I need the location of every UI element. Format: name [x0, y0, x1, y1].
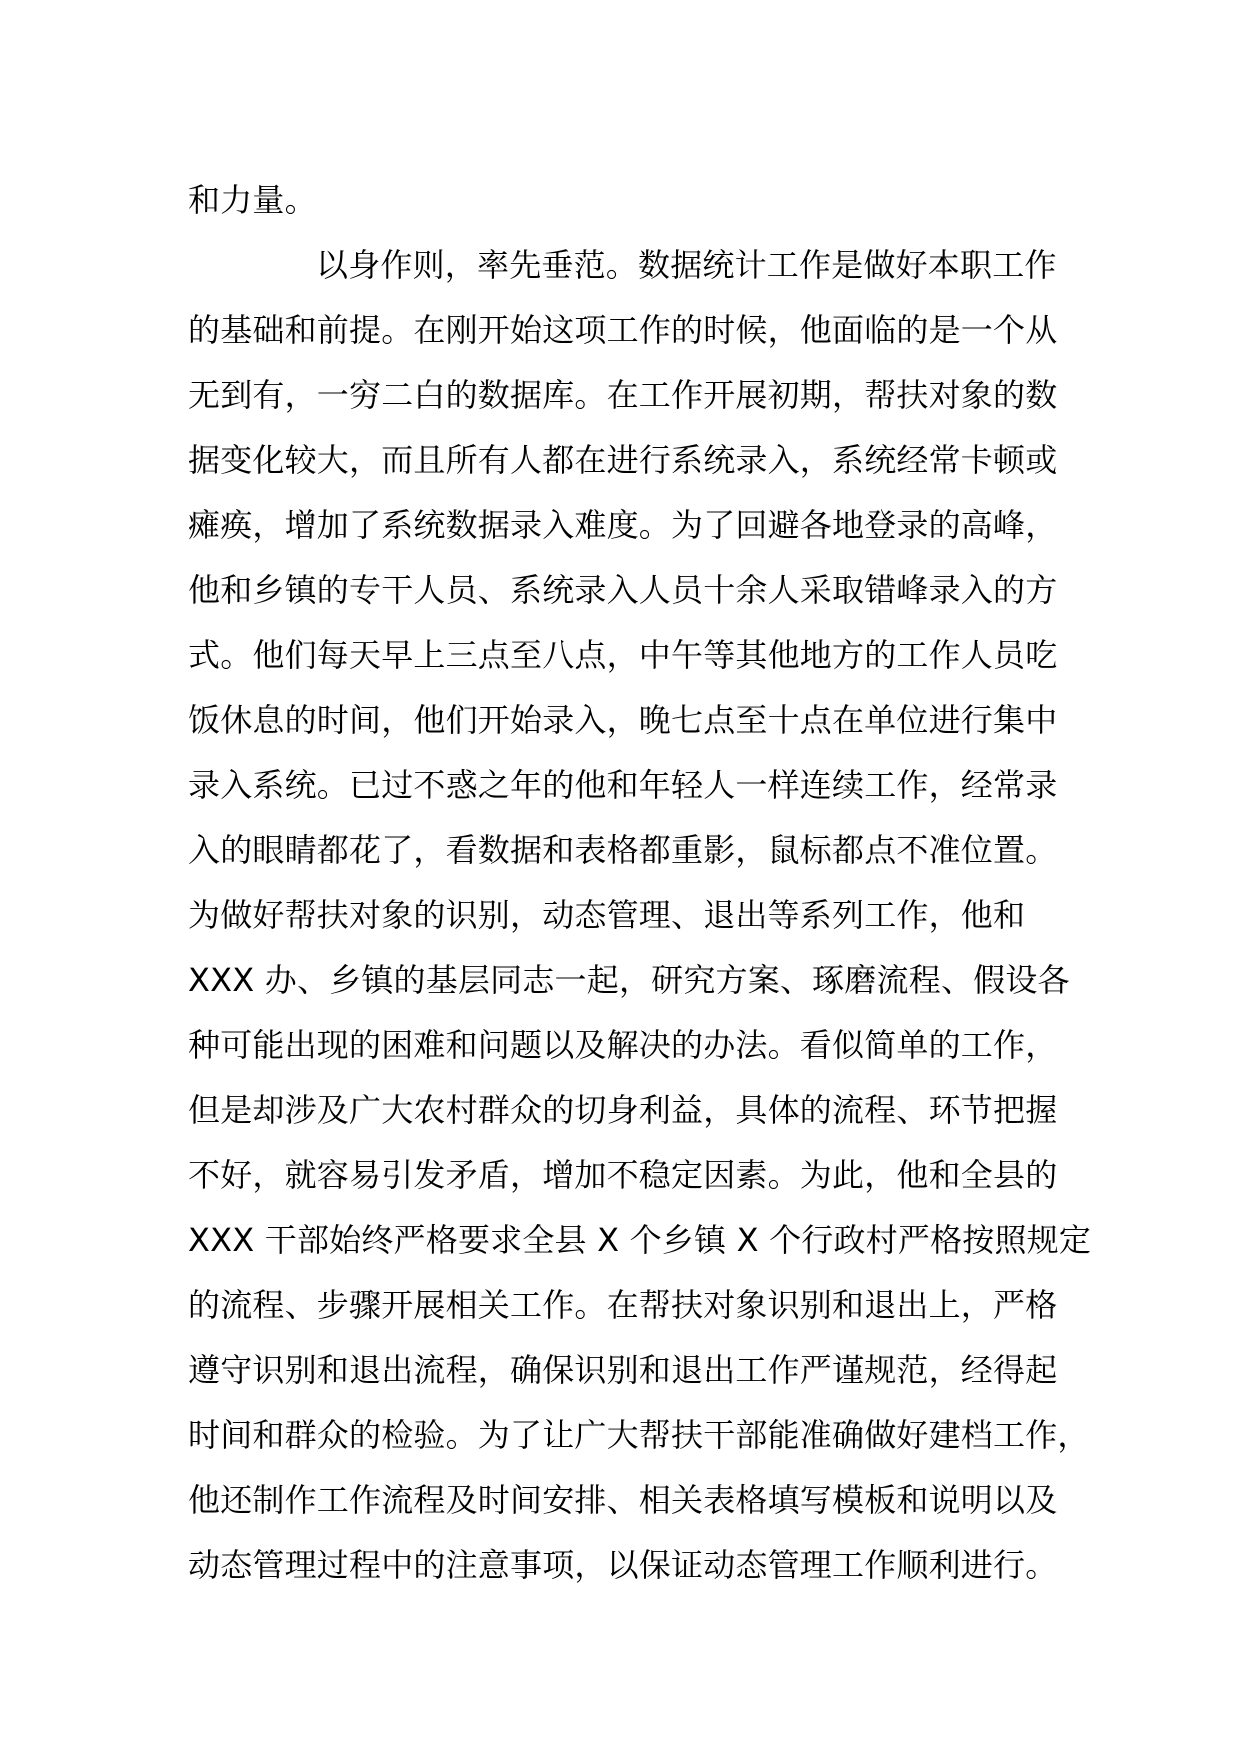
text-line: 饭休息的时间，他们开始录入，晚七点至十点在单位进行集中	[188, 701, 1058, 739]
text-line: 无到有，一穷二白的数据库。在工作开展初期，帮扶对象的数	[188, 376, 1058, 414]
text-line: 时间和群众的检验。为了让广大帮扶干部能准确做好建档工作，	[188, 1416, 1090, 1454]
paragraph-first-line: 以身作则，率先垂范。数据统计工作是做好本职工作	[316, 246, 1057, 284]
text-line: 但是却涉及广大农村群众的切身利益，具体的流程、环节把握	[188, 1091, 1058, 1129]
text-line: 瘫痪，增加了系统数据录入难度。为了回避各地登录的高峰，	[188, 506, 1058, 544]
text-line: 不好，就容易引发矛盾，增加不稳定因素。为此，他和全县的	[188, 1156, 1058, 1194]
body-text	[188, 168, 1092, 1598]
text-line: 据变化较大，而且所有人都在进行系统录入，系统经常卡顿或	[188, 441, 1058, 479]
text-line: 动态管理过程中的注意事项，以保证动态管理工作顺利进行。	[188, 1546, 1058, 1584]
text-line: XXX 办、乡镇的基层同志一起，研究方案、琢磨流程、假设各	[188, 961, 1070, 999]
text-line: 他还制作工作流程及时间安排、相关表格填写模板和说明以及	[188, 1481, 1058, 1519]
text-line: 入的眼睛都花了，看数据和表格都重影，鼠标都点不准位置。	[188, 831, 1058, 869]
text-line: 式。他们每天早上三点至八点，中午等其他地方的工作人员吃	[188, 636, 1058, 674]
text-line: 的基础和前提。在刚开始这项工作的时候，他面临的是一个从	[188, 311, 1058, 349]
text-line: 遵守识别和退出流程，确保识别和退出工作严谨规范，经得起	[188, 1351, 1058, 1389]
text-line: 为做好帮扶对象的识别，动态管理、退出等系列工作，他和	[188, 896, 1026, 934]
text-line: XXX 干部始终严格要求全县 X 个乡镇 X 个行政村严格按照规定	[188, 1221, 1092, 1259]
text-line: 他和乡镇的专干人员、系统录入人员十余人采取错峰录入的方	[188, 571, 1058, 609]
text-line: 的流程、步骤开展相关工作。在帮扶对象识别和退出上，严格	[188, 1286, 1058, 1324]
text-line: 种可能出现的困难和问题以及解决的办法。看似简单的工作，	[188, 1026, 1058, 1064]
text-line: 和力量。	[188, 181, 317, 219]
text-line: 录入系统。已过不惑之年的他和年轻人一样连续工作，经常录	[188, 766, 1058, 804]
